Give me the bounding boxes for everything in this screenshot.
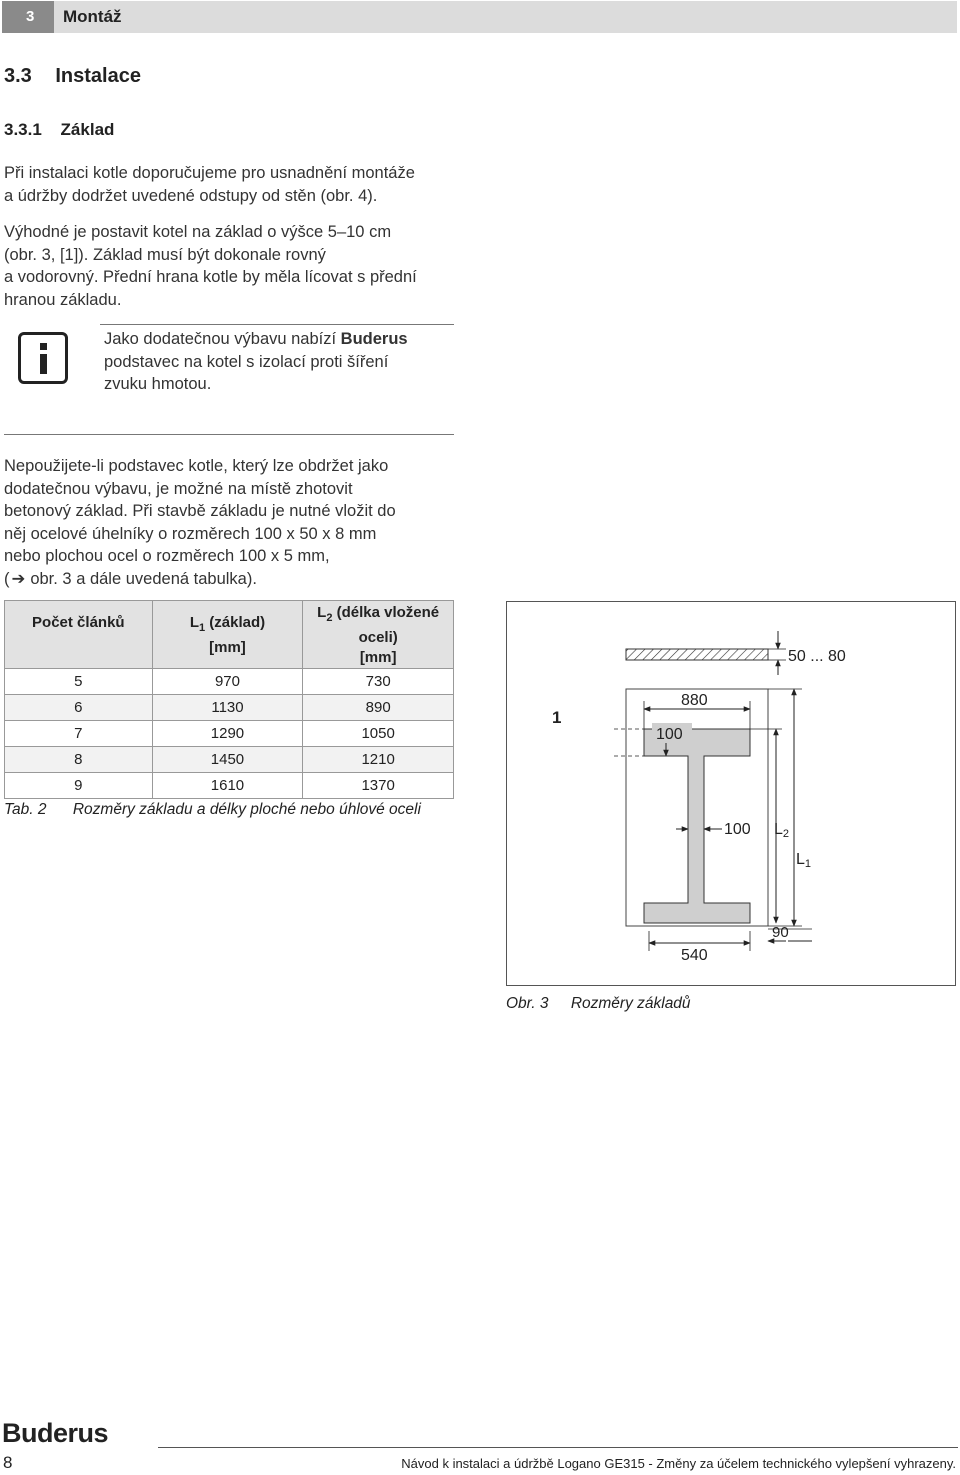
header-label: L bbox=[189, 614, 199, 631]
info-icon bbox=[18, 332, 68, 384]
document-title: Návod k instalaci a údržbě Logano GE315 - Změny za účelem technického vylepšení vyhrazeny. bbox=[401, 1456, 956, 1471]
chapter-title: Montáž bbox=[63, 7, 122, 26]
paragraph-text: obr. 3 a dále uvedená tabulka). bbox=[30, 569, 257, 588]
dim-540-label: 540 bbox=[681, 947, 708, 964]
table-caption-text: Rozměry základu a délky ploché nebo úhlové oceli bbox=[72, 801, 421, 818]
section-heading bbox=[4, 65, 141, 88]
paragraph-line: a údržby dodržet uvedené odstupy od stěn (obr. 4). bbox=[4, 186, 378, 205]
paragraph-line: Při instalaci kotle doporučujeme pro usnadnění montáže bbox=[4, 164, 415, 182]
paragraph-line: a vodorovný. Přední hrana kotle by měla lícovat s přední bbox=[4, 268, 417, 286]
table-caption-label: Tab. 2 bbox=[4, 801, 47, 818]
subsection-title: Základ bbox=[60, 120, 115, 139]
dim-thickness-label: 50 ... 80 bbox=[788, 648, 846, 665]
dimension-table-wrap bbox=[4, 600, 454, 799]
paragraph-line: Výhodné je postavit kotel na základ o výšce 5–10 cm bbox=[4, 223, 392, 241]
table-row bbox=[5, 773, 454, 799]
dim-100-flange-label: 100 bbox=[656, 726, 683, 743]
subsection-heading bbox=[4, 120, 114, 140]
dim-90-label: 90 bbox=[772, 924, 789, 941]
table-cell: 7 bbox=[5, 721, 153, 747]
table-cell: 970 bbox=[152, 669, 303, 695]
header-unit: [mm] bbox=[209, 639, 246, 656]
paragraph-line: Nepoužijete-li podstavec kotle, který lze obdržet jako bbox=[4, 457, 389, 475]
page-number: 8 bbox=[3, 1453, 13, 1472]
chapter-number: 3 bbox=[2, 1, 54, 33]
info-note-top-rule bbox=[100, 324, 454, 325]
info-note-text bbox=[104, 328, 454, 396]
table-cell: 1370 bbox=[303, 773, 454, 799]
table-cell: 1210 bbox=[303, 747, 454, 773]
table-cell: 1050 bbox=[303, 721, 454, 747]
figure-caption bbox=[506, 995, 691, 1013]
dimension-table bbox=[4, 600, 454, 799]
header-subscript: 1 bbox=[198, 622, 206, 634]
figure-caption-label: Obr. 3 bbox=[506, 995, 549, 1012]
paragraph-line: něj ocelové úhelníky o rozměrech 100 x 50 x 8 mm bbox=[4, 524, 377, 543]
paragraph-line: betonový základ. Při stavbě základu je nutné vložit do bbox=[4, 502, 396, 520]
header-cell-l1 bbox=[152, 601, 303, 669]
paragraph-2 bbox=[4, 221, 464, 311]
header-cell-count bbox=[5, 601, 153, 669]
brand-name: Buderus bbox=[340, 330, 408, 348]
foundation-drawing bbox=[506, 601, 956, 986]
info-note-line: podstavec na kotel s izolací proti šíření bbox=[104, 352, 389, 371]
paragraph-1 bbox=[4, 162, 464, 207]
paragraph-text: ( bbox=[4, 569, 10, 588]
table-cell: 9 bbox=[5, 773, 153, 799]
subsection-number: 3.3.1 bbox=[4, 120, 42, 139]
info-note-line: zvuku hmotou. bbox=[104, 375, 212, 393]
header-unit: [mm] bbox=[359, 649, 397, 666]
paragraph-line: dodatečnou výbavu, je možné na místě zhotovit bbox=[4, 479, 353, 498]
dim-l2-label: L2 bbox=[774, 821, 790, 840]
header-label: Počet článků bbox=[32, 614, 125, 631]
table-cell: 1290 bbox=[152, 721, 303, 747]
header-label: (základ) bbox=[205, 614, 266, 631]
footer-rule bbox=[158, 1447, 958, 1448]
table-header-row bbox=[5, 601, 454, 669]
info-note-bottom-rule bbox=[4, 434, 454, 435]
header-subscript: 2 bbox=[326, 612, 333, 624]
table-cell: 5 bbox=[5, 669, 153, 695]
info-note-line: Jako dodatečnou výbavu nabízí bbox=[104, 330, 341, 348]
table-row bbox=[5, 669, 454, 695]
dim-l1-label: L1 bbox=[796, 851, 812, 870]
figure-caption-text: Rozměry základů bbox=[570, 995, 691, 1012]
table-row bbox=[5, 695, 454, 721]
paragraph-line: hranou základu. bbox=[4, 290, 122, 309]
header-label: (délka vložené bbox=[332, 604, 440, 621]
table-cell: 6 bbox=[5, 695, 153, 721]
dim-880-label: 880 bbox=[681, 692, 708, 709]
table-cell: 8 bbox=[5, 747, 153, 773]
callout-1-label: 1 bbox=[552, 708, 562, 727]
header-label: L bbox=[317, 604, 327, 621]
table-row bbox=[5, 721, 454, 747]
chapter-header-bar bbox=[2, 1, 957, 33]
table-cell: 730 bbox=[303, 669, 454, 695]
header-cell-l2 bbox=[303, 601, 454, 669]
table-caption bbox=[4, 801, 421, 819]
table-cell: 1450 bbox=[152, 747, 303, 773]
table-cell: 1610 bbox=[152, 773, 303, 799]
paragraph-line: (obr. 3, [1]). Základ musí být dokonale rovný bbox=[4, 245, 326, 264]
table-cell: 1130 bbox=[152, 695, 303, 721]
buderus-logo: Buderus bbox=[2, 1418, 109, 1448]
section-number: 3.3 bbox=[4, 65, 32, 87]
table-cell: 890 bbox=[303, 695, 454, 721]
paragraph-3 bbox=[4, 455, 464, 590]
paragraph-line: nebo plochou ocel o rozměrech 100 x 5 mm, bbox=[4, 547, 330, 565]
header-label: oceli) bbox=[358, 629, 398, 646]
table-row bbox=[5, 747, 454, 773]
right-arrow-icon: ➔ bbox=[11, 569, 26, 588]
dim-100-web-label: 100 bbox=[724, 821, 751, 838]
slab-side-view bbox=[626, 649, 768, 660]
section-title: Instalace bbox=[55, 65, 141, 87]
